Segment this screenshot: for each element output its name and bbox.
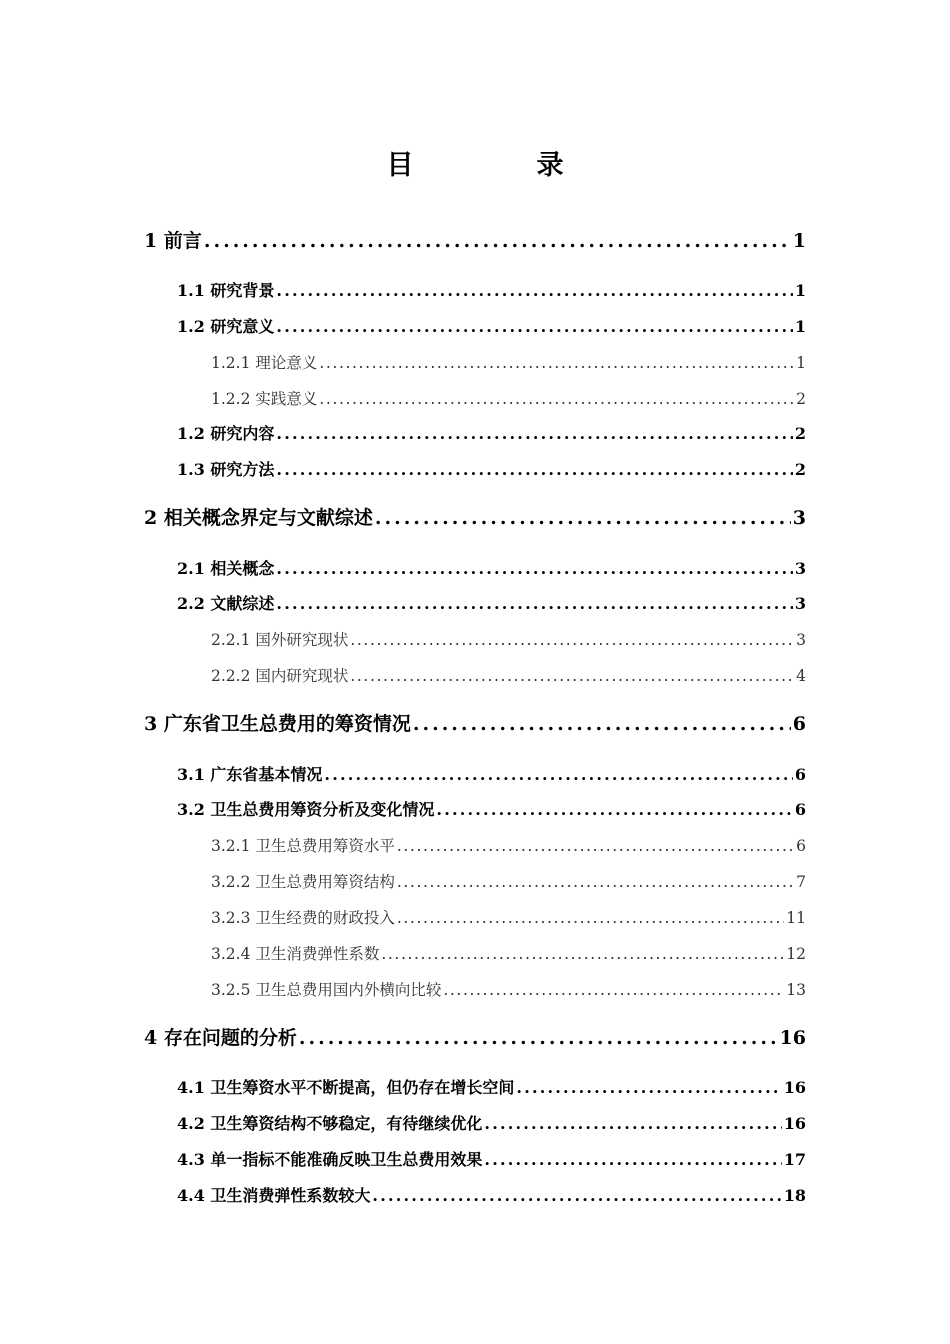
dot-leader (350, 627, 794, 653)
dot-leader (276, 556, 792, 582)
dot-leader (484, 1111, 781, 1137)
toc-entry-chapter[interactable] (144, 1023, 806, 1053)
toc-entry-label: 3.2 卫生总费用筹资分析及变化情况 (177, 800, 435, 819)
toc-page-number: 11 (786, 909, 806, 927)
toc-entry-subsection[interactable] (211, 869, 806, 895)
toc-page-number: 12 (786, 945, 806, 963)
toc-entry-section[interactable] (177, 1111, 806, 1137)
toc-page-number: 16 (783, 1114, 806, 1133)
dot-leader (413, 709, 791, 739)
toc-page-number: 2 (796, 390, 806, 408)
toc-entry-label: 4.2 卫生筹资结构不够稳定，有待继续优化 (177, 1114, 483, 1133)
toc-entry-chapter[interactable] (144, 503, 806, 533)
toc-entry-label: 1.2 研究意义 (177, 317, 275, 336)
dot-leader (397, 833, 794, 859)
toc-entry-label: 2.2.2 国内研究现状 (211, 667, 349, 685)
dot-leader (319, 350, 794, 376)
toc-title: 目 录 (386, 150, 612, 181)
dot-leader (397, 905, 784, 931)
toc-entry-label: 2.2 文献综述 (177, 594, 275, 613)
toc-page-number: 2 (794, 460, 806, 479)
toc-page-number: 13 (786, 981, 806, 999)
toc-entry-subsection[interactable] (211, 833, 806, 859)
dot-leader (484, 1147, 781, 1173)
toc-entry-label: 1.2 研究内容 (177, 424, 275, 443)
toc-page-number: 3 (792, 507, 806, 529)
toc-page-number: 3 (794, 559, 806, 578)
toc-entry-label: 1.3 研究方法 (177, 460, 275, 479)
toc-page-number: 6 (794, 800, 806, 819)
toc-entry-section[interactable] (177, 457, 806, 483)
toc-entry-label: 1.1 研究背景 (177, 281, 275, 300)
toc-entry-label: 3.2.5 卫生总费用国内外横向比较 (211, 981, 442, 999)
toc-entry-label: 3.2.1 卫生总费用筹资水平 (211, 837, 395, 855)
toc-entry-subsection[interactable] (211, 941, 806, 967)
toc-entry-section[interactable] (177, 591, 806, 617)
dot-leader (350, 663, 794, 689)
dot-leader (381, 941, 784, 967)
toc-page-number: 4 (796, 667, 806, 685)
toc-entry-section[interactable] (177, 1075, 806, 1101)
toc-entry-label: 1 前言 (144, 230, 202, 252)
toc-entry-chapter[interactable] (144, 226, 806, 256)
dot-leader (436, 797, 792, 823)
toc-entry-section[interactable] (177, 1147, 806, 1173)
toc-page-number: 16 (783, 1078, 806, 1097)
toc-entry-section[interactable] (177, 1183, 806, 1209)
toc-entry-label: 3.2.2 卫生总费用筹资结构 (211, 873, 395, 891)
dot-leader (276, 591, 792, 617)
dot-leader (372, 1183, 781, 1209)
toc-entry-subsection[interactable] (211, 386, 806, 412)
dot-leader (276, 278, 792, 304)
toc-page-number: 17 (783, 1150, 806, 1169)
toc-entry-label: 1.2.2 实践意义 (211, 390, 318, 408)
toc-entry-label: 3.2.3 卫生经费的财政投入 (211, 909, 395, 927)
toc-entry-label: 4.1 卫生筹资水平不断提高，但仍存在增长空间 (177, 1078, 515, 1097)
toc-page-number: 2 (794, 424, 806, 443)
toc-entry-label: 4.3 单一指标不能准确反映卫生总费用效果 (177, 1150, 483, 1169)
toc-page-number: 1 (794, 281, 806, 300)
toc-entry-label: 4 存在问题的分析 (144, 1027, 297, 1049)
toc-entry-label: 4.4 卫生消费弹性系数较大 (177, 1186, 371, 1205)
dot-leader (443, 977, 784, 1003)
dot-leader (299, 1023, 778, 1053)
toc-entry-subsection[interactable] (211, 977, 806, 1003)
toc-page-number: 1 (796, 354, 806, 372)
dot-leader (324, 762, 792, 788)
dot-leader (397, 869, 794, 895)
toc-page-number: 18 (783, 1186, 806, 1205)
toc-entry-label: 2 相关概念界定与文献综述 (144, 507, 373, 529)
toc-entry-subsection[interactable] (211, 627, 806, 653)
dot-leader (204, 226, 791, 256)
toc-entry-label: 3.1 广东省基本情况 (177, 765, 323, 784)
dot-leader (276, 457, 792, 483)
toc-entry-section[interactable] (177, 797, 806, 823)
toc-page-number: 3 (796, 631, 806, 649)
toc-entry-subsection[interactable] (211, 905, 806, 931)
toc-page-number: 16 (779, 1027, 806, 1049)
toc-entry-section[interactable] (177, 556, 806, 582)
toc-entry-label: 2.1 相关概念 (177, 559, 275, 578)
dot-leader (375, 503, 791, 533)
toc-entry-label: 1.2.1 理论意义 (211, 354, 318, 372)
toc-entry-subsection[interactable] (211, 350, 806, 376)
toc-page-number: 7 (796, 873, 806, 891)
dot-leader (276, 421, 792, 447)
toc-page-number: 1 (792, 230, 806, 252)
toc-entry-section[interactable] (177, 278, 806, 304)
dot-leader (516, 1075, 781, 1101)
toc-entry-label: 3 广东省卫生总费用的筹资情况 (144, 713, 411, 735)
dot-leader (276, 314, 792, 340)
toc-page-number: 6 (792, 713, 806, 735)
toc-entry-section[interactable] (177, 421, 806, 447)
toc-entry-section[interactable] (177, 314, 806, 340)
toc-entry-subsection[interactable] (211, 663, 806, 689)
toc-entry-section[interactable] (177, 762, 806, 788)
toc-page-number: 6 (796, 837, 806, 855)
toc-page-number: 6 (794, 765, 806, 784)
toc-entry-chapter[interactable] (144, 709, 806, 739)
dot-leader (319, 386, 794, 412)
toc-entry-label: 3.2.4 卫生消费弹性系数 (211, 945, 380, 963)
toc-page-number: 1 (794, 317, 806, 336)
toc-page-number: 3 (794, 594, 806, 613)
toc-entry-label: 2.2.1 国外研究现状 (211, 631, 349, 649)
